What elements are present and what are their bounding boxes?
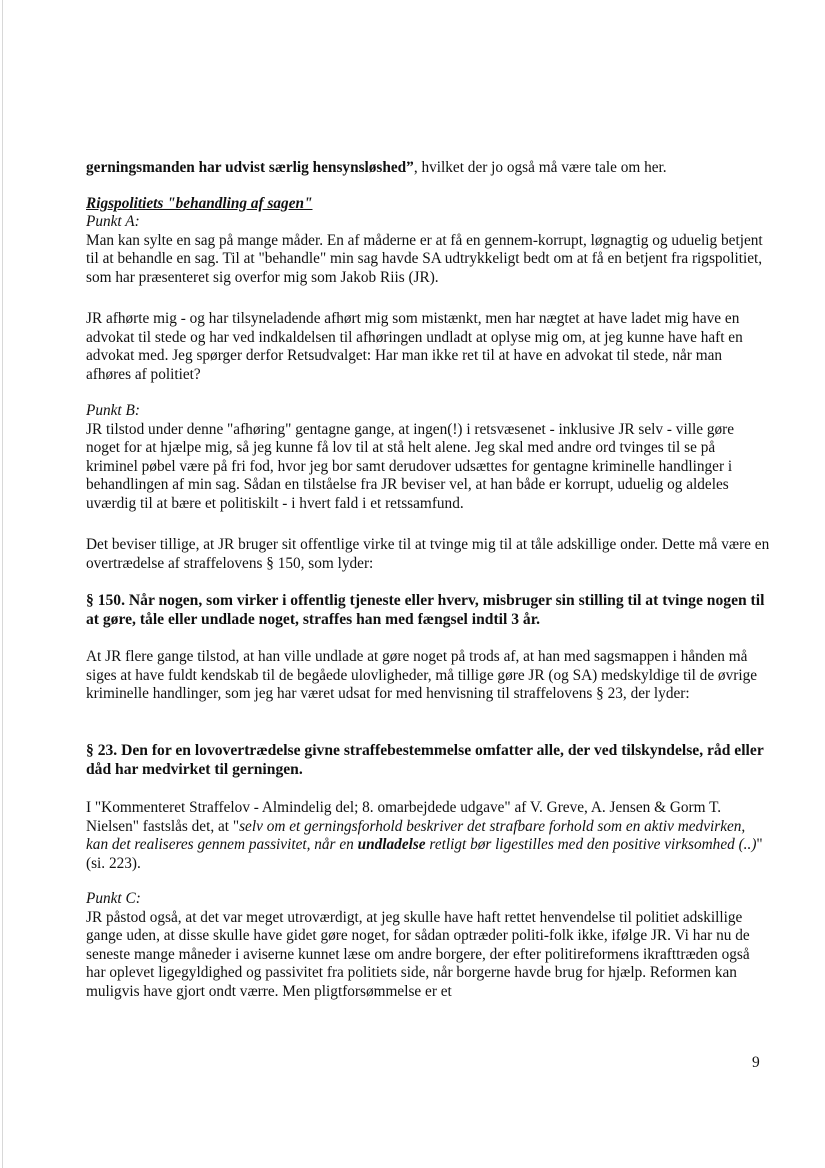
- punkt-a-block: [86, 213, 770, 287]
- section-heading: [86, 195, 770, 214]
- quote-italic-1: selv om et gerningsforhold beskriver det strafbare forhold som en aktiv medvirken, kan det realiseres gennem passivitet, når en: [86, 817, 746, 854]
- intro-rest-text: , hvilket der jo også må være tale om her.: [413, 159, 667, 176]
- punkt-a-paragraph-2: JR afhørte mig - og har tilsyneladende afhørt mig som mistænkt, men har nægtet at have ladet mig have en advokat til stede og har ved indkaldelsen til afhøringen undladt at oplyse mig om, at jeg kunne have haft en advokat med. Jeg spørger derfor Retsudvalget: Har man ikke ret til at have en advokat til stede, når man afhøres af politiet?: [86, 310, 743, 383]
- law-23-text: § 23. Den for en lovovertrædelse givne straffebestemmelse omfatter alle, der ved tilskyndelse, råd eller dåd har medvirket til gerningen.: [86, 742, 764, 778]
- quote-lead: I "Kommenteret Straffelov - Almindelig del; 8. omarbejdede udgave" af V. Greve, A. Jensen & Gorm T. Nielsen" fastslås det, at ": [86, 799, 722, 835]
- punkt-c-block: [86, 890, 770, 1002]
- punkt-b-paragraph-1: JR tilstod under denne "afhøring" gentagne gange, at ingen(!) i retsvæsenet - inklusive JR selv - ville gøre noget for at hjælpe mig, så jeg kunne få lov til at stå helt alene. Jeg skal med andre ord tvinges til se på kriminel pøbel være på fri fod, hvor jeg bor samt derudover udsættes for gentagne kriminelle handlinger i behandlingen af min sag. Sådan en tilståelse fra JR beviser vel, at han både er korrupt, uduelig og aldeles uværdig til at bære et politiskilt - i hvert fald i et retssamfund.: [86, 420, 735, 512]
- intro-paragraph: [86, 159, 770, 178]
- law-150-text: § 150. Når nogen, som virker i offentlig tjeneste eller hverv, misbruger sin stilling til at tvinge nogen til at gøre, tåle eller undlade noget, straffes han med fængsel indtil 3 år.: [86, 592, 765, 628]
- punkt-b-paragraph-3: At JR flere gange tilstod, at han ville undlade at gøre noget på trods af, at han med sagsmappen i hånden må siges at have fuldt kendskab til de begåede ulovligheder, må tillige gøre JR (og SA) medskyldige til de øvrige kriminelle handlinger, som jeg har været udsat for med henvisning til straffelovens § 23, der lyder:: [86, 648, 758, 703]
- punkt-b-paragraph-2: Det beviser tillige, at JR bruger sit offentlige virke til at tvinge mig til at tåle adskillige onder. Dette må være en overtrædelse af straffelovens § 150, som lyder:: [86, 536, 770, 572]
- punkt-b-label: Punkt B:: [86, 402, 140, 419]
- quote-bold-italic: undladelse: [357, 836, 426, 854]
- intro-bold-text: gerningsmanden har udvist særlig hensynsløshed”: [86, 159, 414, 176]
- punkt-c-label: Punkt C:: [86, 890, 141, 907]
- punkt-c-paragraph-1: JR påstod også, at det var meget utroværdigt, at jeg skulle have haft rettet henvendelse til politiet adskillige gange uden, at disse skulle have gidet gøre noget, for sådan optræder politi-folk ikke, ifølge JR. Vi har nu de seneste mange måneder i aviserne kunnet læse om andre borgere, der efter politireformens ikrafttræden også har oplevet ligegyldighed og passivitet fra politiets side, når borgerne havde brug for hjælp. Reformen kan muligvis have gjort ondt værre. Men pligtforsømmelse er et: [86, 908, 750, 1000]
- quote-italic-2: retligt bør ligestilles med den positive virksomhed (..): [425, 836, 757, 854]
- section-heading-text: Rigspolitiets "behandling af sagen": [86, 195, 313, 212]
- quote-paragraph: [86, 799, 770, 873]
- punkt-a-paragraph-1: Man kan sylte en sag på mange måder. En af måderne er at få en gennem-korrupt, løgnagtig og uduelig betjent til at behandle en sag. Til at "behandle" min sag havde SA udtrykkeligt bedt om at få en betjent fra rigspolitiet, som har præsenteret sig overfor mig som Jakob Riis (JR).: [86, 231, 763, 286]
- punkt-a-paragraph-2-block: [86, 310, 770, 384]
- scan-edge-line: [2, 0, 3, 1168]
- punkt-b-paragraph-2-block: [86, 536, 770, 573]
- punkt-b-paragraph-3-block: [86, 648, 770, 704]
- punkt-b-block: [86, 402, 770, 514]
- quote-tail: " (si. 223).: [86, 836, 763, 872]
- law-23-block: [86, 742, 770, 779]
- punkt-a-label: Punkt A:: [86, 213, 140, 230]
- law-150-block: [86, 592, 770, 629]
- page-number: 9: [752, 1054, 760, 1071]
